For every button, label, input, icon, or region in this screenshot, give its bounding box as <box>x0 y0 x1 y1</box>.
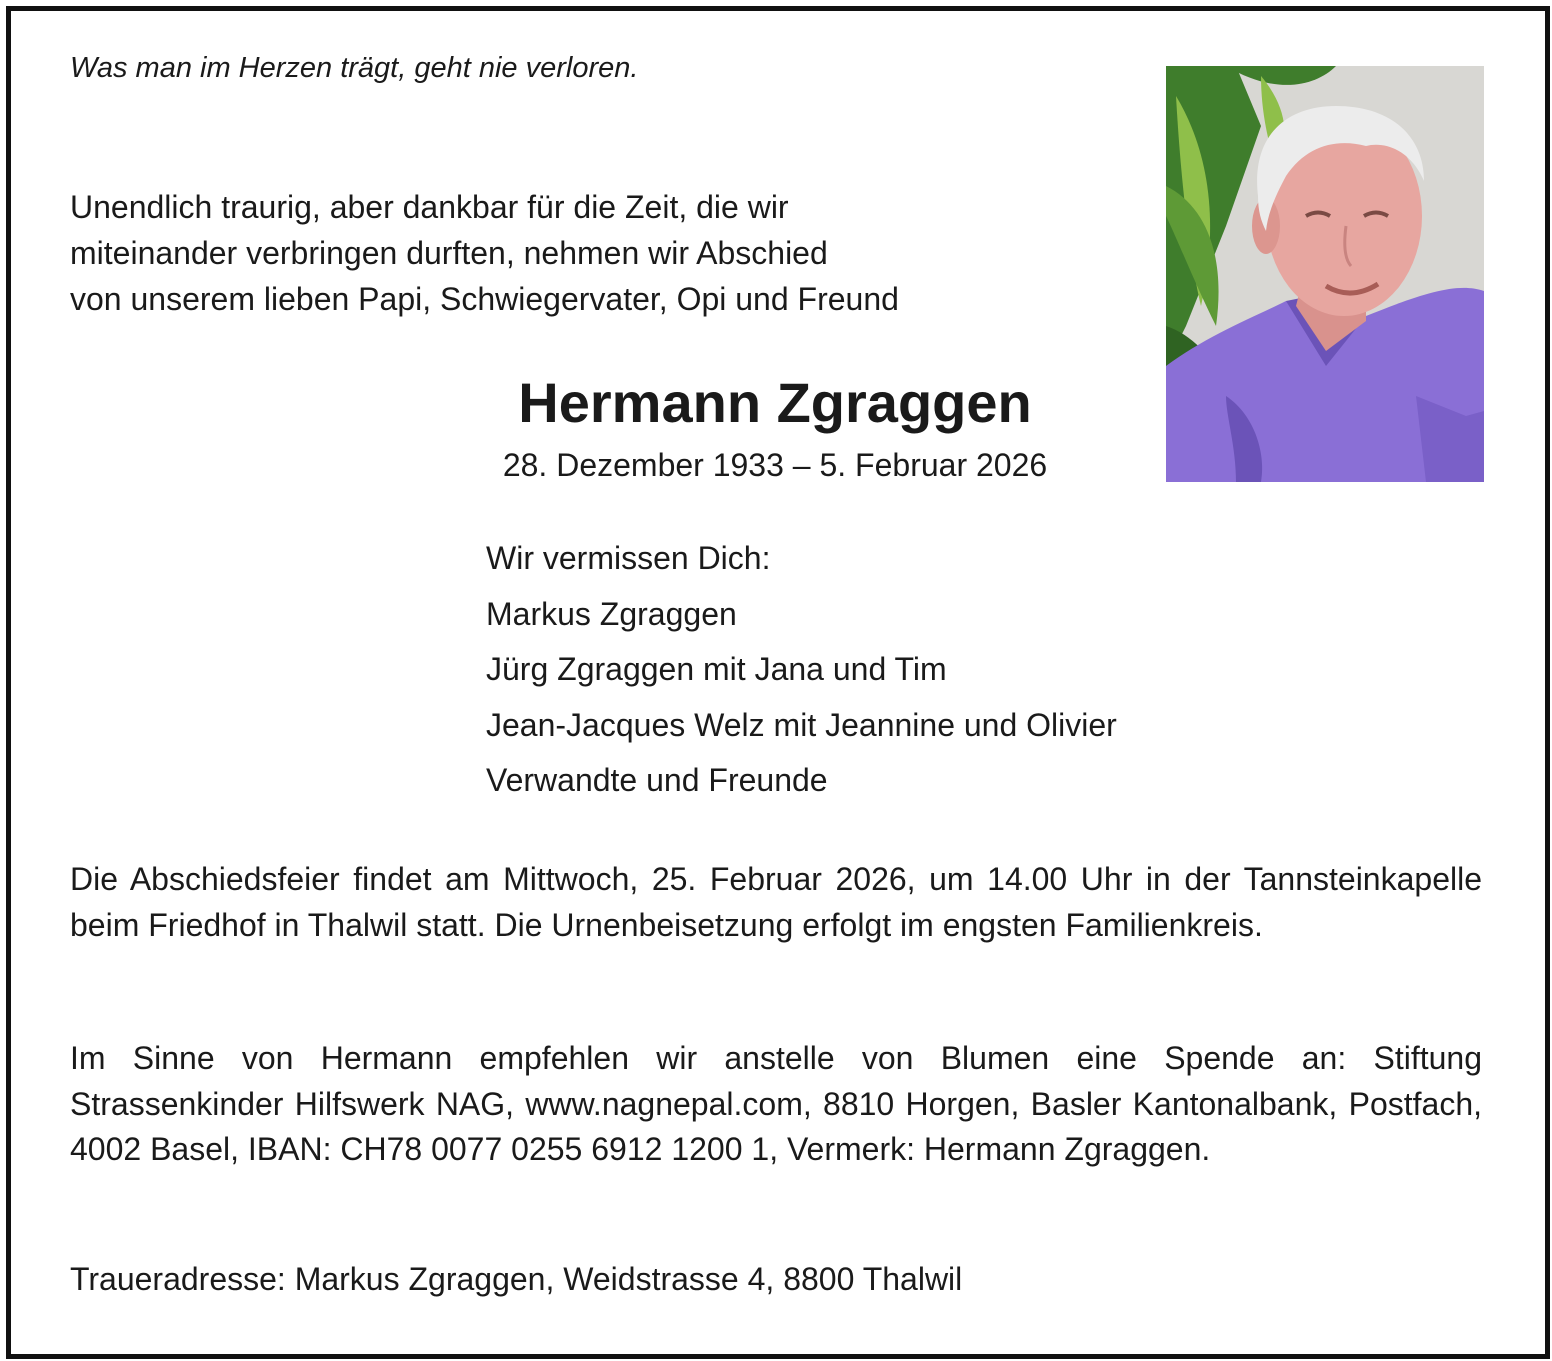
motto: Was man im Herzen trägt, geht nie verloren. <box>70 52 639 84</box>
mourning-address: Traueradresse: Markus Zgraggen, Weidstrasse 4, 8800 Thalwil <box>70 1261 963 1297</box>
mourners-list <box>486 531 1117 809</box>
ceremony-paragraph: Die Abschiedsfeier findet am Mittwoch, 25. Februar 2026, um 14.00 Uhr in der Tannsteinkapelle beim Friedhof in Thalwil statt. Die Urnenbeisetzung erfolgt im engsten Familienkreis. <box>70 861 1482 943</box>
life-dates: 28. Dezember 1933 – 5. Februar 2026 <box>502 447 1048 483</box>
mourner-entry: Verwandte und Freunde <box>486 762 828 798</box>
intro-line: miteinander verbringen durften, nehmen wir Abschied <box>70 235 828 271</box>
intro-text <box>70 184 899 322</box>
deceased-name: Hermann Zgraggen <box>518 371 1032 434</box>
intro-line: Unendlich traurig, aber dankbar für die Zeit, die wir <box>70 189 789 225</box>
mourner-entry: Jürg Zgraggen mit Jana und Tim <box>486 651 947 687</box>
portrait-photo <box>1166 66 1484 482</box>
mourner-entry: Markus Zgraggen <box>486 595 737 632</box>
intro-line: von unserem lieben Papi, Schwiegervater, Opi und Freund <box>70 281 899 317</box>
donation-paragraph: Im Sinne von Hermann empfehlen wir anstelle von Blumen eine Spende an: Stiftung Strassenkinder Hilfswerk NAG, www.nagnepal.com, 8810 Horgen, Basler Kantonalbank, Postfach, 4002 Basel, IBAN: CH78 0077 0255 6912 1200 1, Vermerk: Hermann Zgraggen. <box>70 1040 1482 1167</box>
mourners-heading: Wir vermissen Dich: <box>486 540 771 576</box>
mourner-entry: Jean-Jacques Welz mit Jeannine und Olivier <box>486 706 1117 743</box>
